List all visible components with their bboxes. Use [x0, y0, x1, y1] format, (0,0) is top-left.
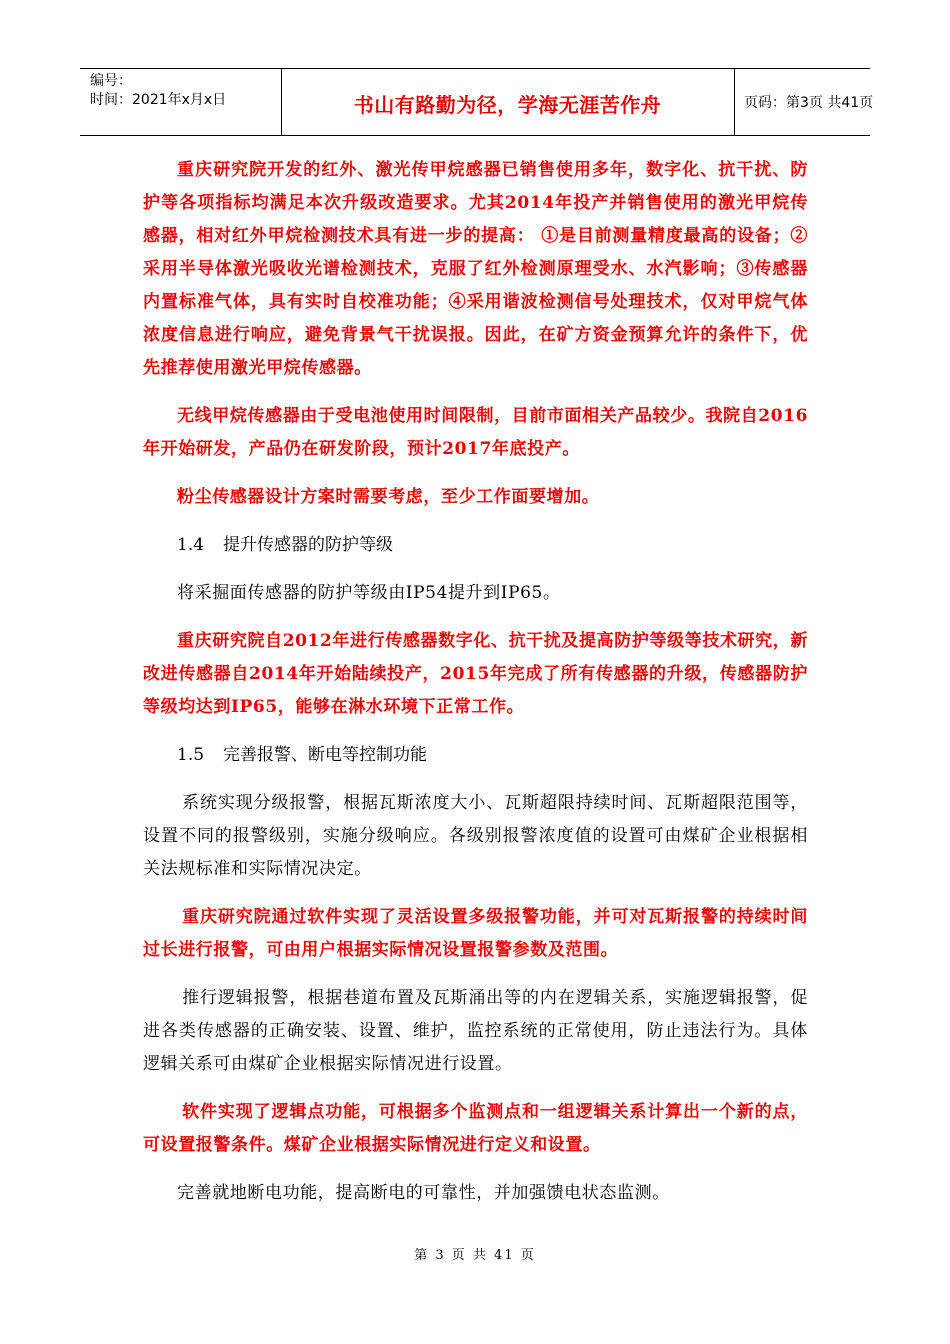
section-title: 完善报警、断电等控制功能	[223, 745, 427, 765]
header-motto: 书山有路勤为径，学海无涯苦作舟	[353, 93, 662, 117]
paragraph-laser-sensor: 重庆研究院开发的红外、激光传甲烷感器已销售使用多年，数字化、抗干扰、防护等各项指标均满足本次升级改造要求。尤其2014年投产并销售使用的激光甲烷传感器，相对红外甲烷检测技术具有进一步的提高： ①是目前测量精度最高的设备；②采用半导体激光吸收光谱检测技术，克服了红外检测原理受水、水汽影响；③传感器内置标准气体，具有实时自校准功能；④采用谐波检测信号处理技术，仅对甲烷气体浓度信息进行响应，避免背景气干扰误报。因此，在矿方资金预算允许的条件下，优先推荐使用激光甲烷传感器。	[143, 160, 808, 378]
header-page-info: 页码：第3页 共41页	[744, 95, 874, 111]
section-heading-1-4	[143, 529, 808, 562]
paragraph-multilevel-alarm: 重庆研究院通过软件实现了灵活设置多级报警功能，并可对瓦斯报警的持续时间过长进行报警，可由用户根据实际情况设置报警参数及范围。	[143, 907, 808, 960]
header-table	[80, 68, 874, 136]
document-body	[143, 154, 808, 1225]
page-footer: 第 3 页 共 41 页	[414, 1248, 536, 1263]
paragraph-graded-alarm: 系统实现分级报警，根据瓦斯浓度大小、瓦斯超限持续时间、瓦斯超限范围等，设置不同的报警级别，实施分级响应。各级别报警浓度值的设置可由煤矿企业根据相关法规标准和实际情况决定。	[143, 793, 808, 879]
header-meta-cell	[80, 69, 282, 135]
paragraph-wireless-sensor: 无线甲烷传感器由于受电池使用时间限制，目前市面相关产品较少。我院自2016年开始研发，产品仍在研发阶段，预计2017年底投产。	[143, 406, 808, 459]
document-code-label: 编号：	[90, 73, 132, 89]
section-title: 提升传感器的防护等级	[223, 535, 393, 555]
paragraph-institute-upgrade: 重庆研究院自2012年进行传感器数字化、抗干扰及提高防护等级等技术研究，新改进传感器自2014年开始陆续投产，2015年完成了所有传感器的升级，传感器防护等级均达到IP65，能够在淋水环境下正常工作。	[143, 631, 808, 717]
paragraph-power-off: 完善就地断电功能，提高断电的可靠性，并加强馈电状态监测。	[177, 1183, 670, 1203]
paragraph-logic-point: 软件实现了逻辑点功能，可根据多个监测点和一组逻辑关系计算出一个新的点，可设置报警条件。煤矿企业根据实际情况进行定义和设置。	[143, 1102, 808, 1155]
paragraph-protection-level: 将采掘面传感器的防护等级由IP54提升到IP65。	[177, 583, 561, 603]
header-page-cell	[734, 69, 874, 135]
section-heading-1-5	[143, 739, 808, 772]
paragraph-logic-alarm: 推行逻辑报警，根据巷道布置及瓦斯涌出等的内在逻辑关系，实施逻辑报警，促进各类传感器的正确安装、设置、维护，监控系统的正常使用，防止违法行为。具体逻辑关系可由煤矿企业根据实际情况进行设置。	[143, 988, 808, 1074]
paragraph-dust-sensor: 粉尘传感器设计方案时需要考虑，至少工作面要增加。	[177, 487, 600, 507]
section-number: 1.4	[177, 535, 205, 555]
header-motto-cell	[281, 69, 735, 135]
section-number: 1.5	[177, 745, 205, 765]
document-date-label: 时间：2021年x月x日	[90, 92, 227, 108]
